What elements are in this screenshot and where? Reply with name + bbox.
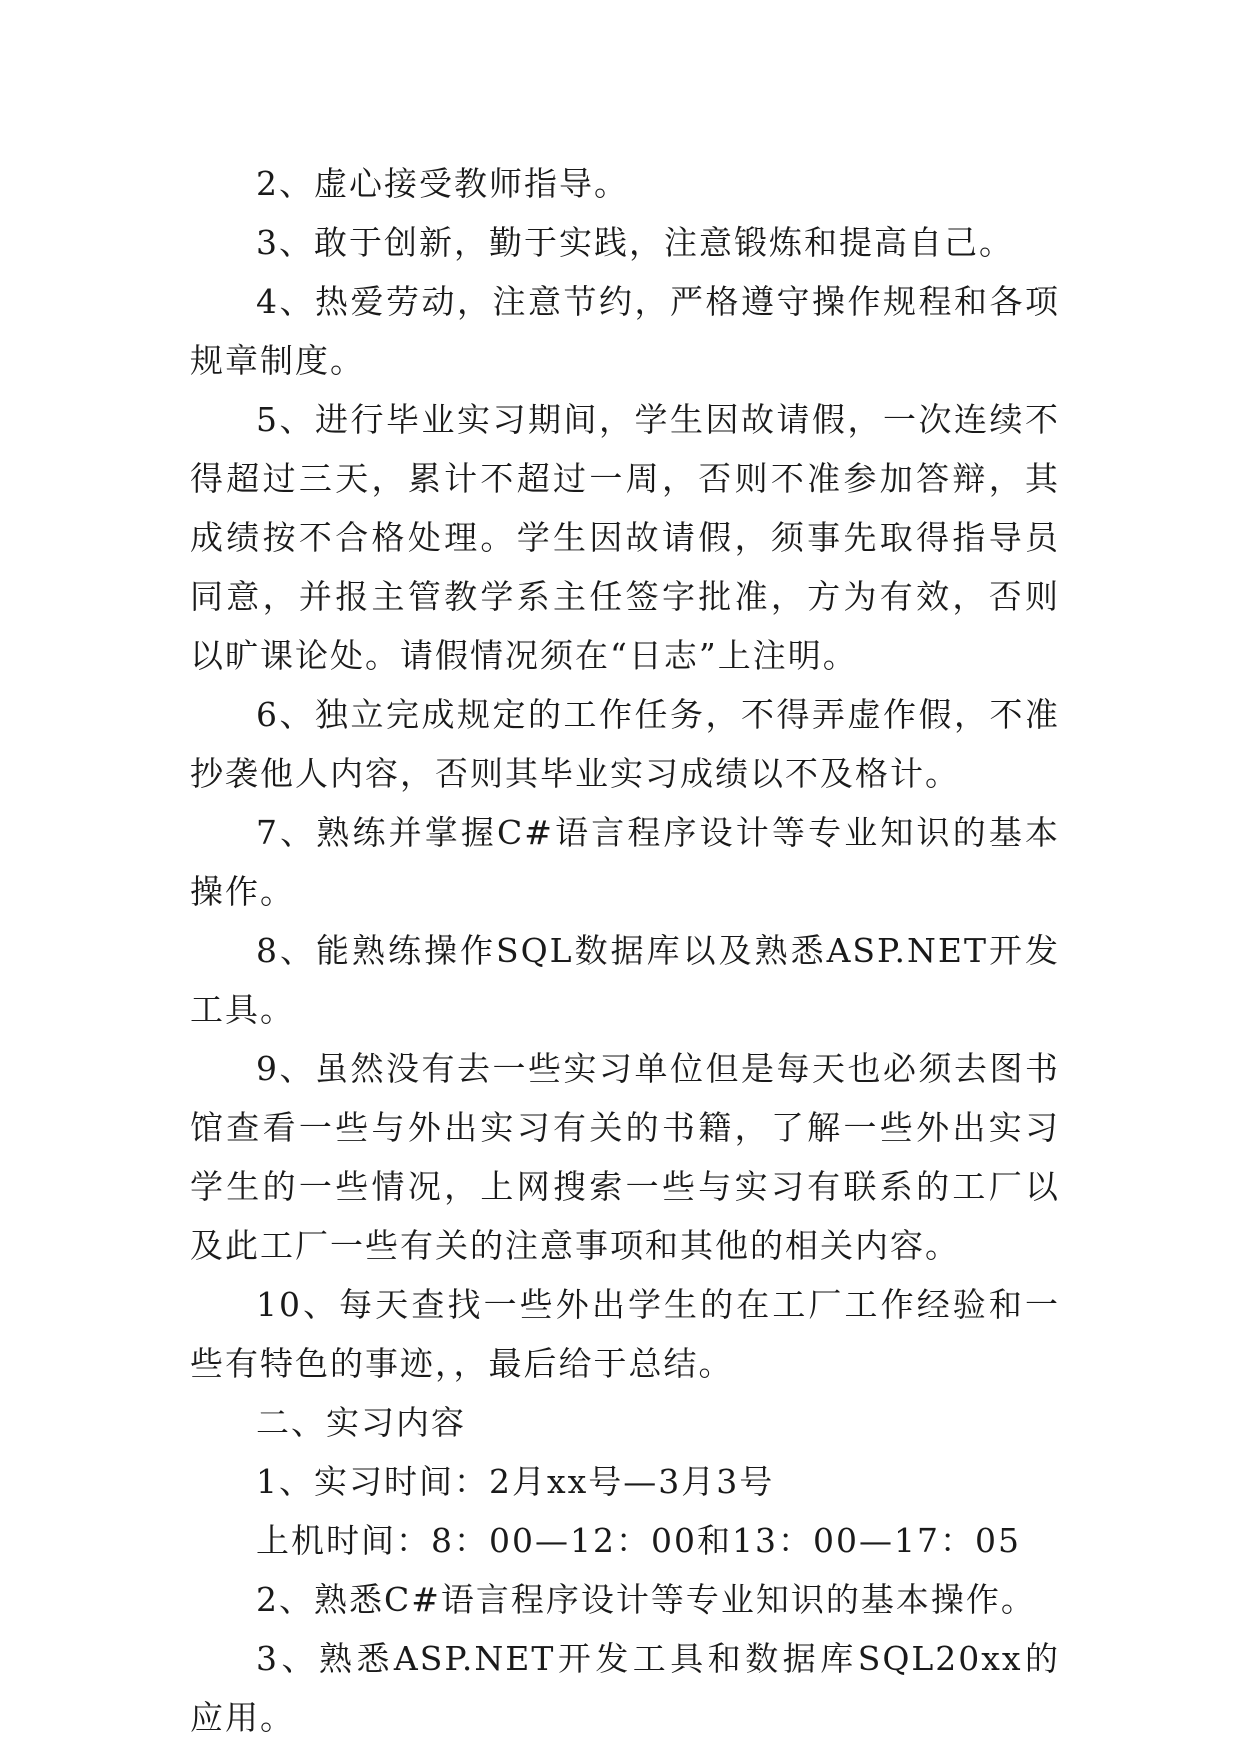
paragraph-item-10: 10、每天查找一些外出学生的在工厂工作经验和一些有特色的事迹，，最后给于总结。 [190, 1285, 1060, 1383]
paragraph-item-3: 3、敢于创新，勤于实践，注意锻炼和提高自己。 [256, 223, 1014, 262]
document-body [190, 154, 1060, 1747]
paragraph-internship-time: 1、实习时间：2月xx号—3月3号 [256, 1462, 775, 1501]
paragraph-computer-time: 上机时间：8：00—12：00和13：00—17：05 [256, 1521, 1021, 1560]
paragraph-content-2: 2、熟悉C#语言程序设计等专业知识的基本操作。 [256, 1580, 1036, 1619]
section-heading-internship-content: 二、实习内容 [256, 1403, 466, 1442]
paragraph-item-2: 2、虚心接受教师指导。 [256, 164, 629, 203]
paragraph-item-6: 6、独立完成规定的工作任务，不得弄虚作假，不准抄袭他人内容，否则其毕业实习成绩以不及格计。 [190, 695, 1060, 793]
paragraph-content-3: 3、熟悉ASP.NET开发工具和数据库SQL20xx的应用。 [190, 1639, 1060, 1737]
paragraph-item-7: 7、熟练并掌握C#语言程序设计等专业知识的基本操作。 [190, 813, 1060, 911]
paragraph-item-8: 8、能熟练操作SQL数据库以及熟悉ASP.NET开发工具。 [190, 931, 1060, 1029]
paragraph-item-5: 5、进行毕业实习期间，学生因故请假，一次连续不得超过三天，累计不超过一周，否则不准参加答辩，其成绩按不合格处理。学生因故请假，须事先取得指导员同意，并报主管教学系主任签字批准，方为有效，否则以旷课论处。请假情况须在“日志”上注明。 [190, 400, 1060, 675]
paragraph-item-9: 9、虽然没有去一些实习单位但是每天也必须去图书馆查看一些与外出实习有关的书籍，了解一些外出实习学生的一些情况，上网搜索一些与实习有联系的工厂以及此工厂一些有关的注意事项和其他的相关内容。 [190, 1049, 1060, 1265]
paragraph-item-4: 4、热爱劳动，注意节约，严格遵守操作规程和各项规章制度。 [190, 282, 1060, 380]
